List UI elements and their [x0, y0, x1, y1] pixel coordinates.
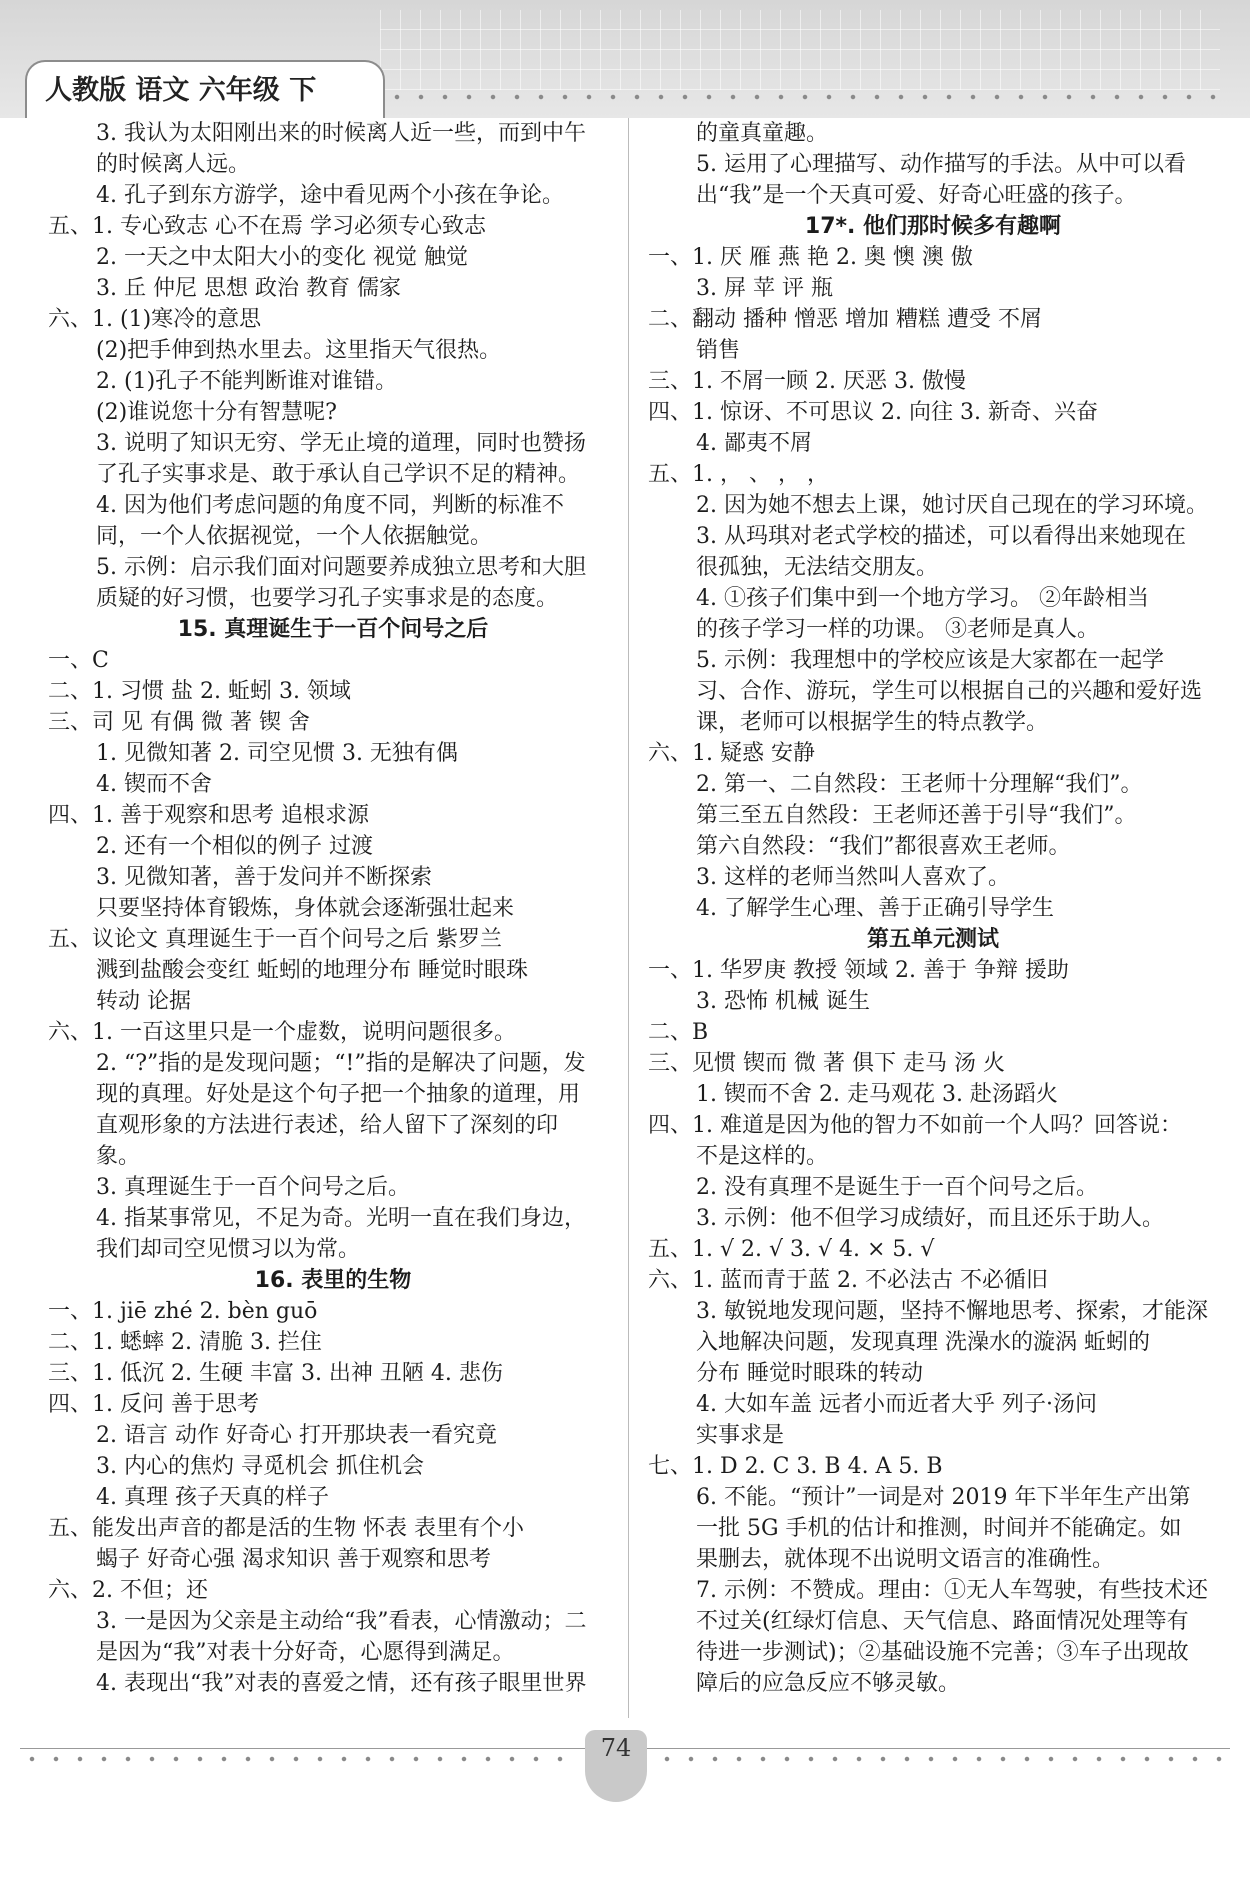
answer-line: 质疑的好习惯，也要学习孔子实事求是的态度。 — [96, 586, 559, 611]
answer-line: 3. 示例：他不但学习成绩好，而且还乐于助人。 — [696, 1206, 1164, 1231]
answer-line: 2. 因为她不想去上课，她讨厌自己现在的学习环境。 — [696, 493, 1208, 518]
answer-line: 现的真理。好处是这个句子把一个抽象的道理，用 — [96, 1082, 581, 1107]
answer-line: 我们却司空见惯习以为常。 — [96, 1237, 361, 1262]
answer-line: 第六自然段：“我们”都很喜欢王老师。 — [696, 834, 1071, 859]
answer-line: 了孔子实事求是、敢于承认自己学识不足的精神。 — [96, 462, 581, 487]
answer-line: 只要坚持体育锻炼，身体就会逐渐强壮起来 — [96, 896, 515, 921]
answer-line: 3. 屏 苹 评 瓶 — [696, 276, 833, 301]
answer-line: 同，一个人依据视觉，一个人依据触觉。 — [96, 524, 493, 549]
answer-line: 2. “?”指的是发现问题；“!”指的是解决了问题，发 — [96, 1051, 586, 1076]
answer-line: 六、1. 蓝而青于蓝 2. 不必法古 不必循旧 — [648, 1268, 1048, 1293]
answer-line: 3. 我认为太阳刚出来的时候离人近一些，而到中午 — [96, 121, 586, 146]
answer-line: (2)把手伸到热水里去。这里指天气很热。 — [96, 338, 502, 363]
left-column — [48, 118, 618, 1699]
answer-line: 5. 运用了心理描写、动作描写的手法。从中可以看 — [696, 152, 1186, 177]
answer-line: 分布 睡觉时眼珠的转动 — [696, 1361, 923, 1386]
answer-line: 课，老师可以根据学生的特点教学。 — [696, 710, 1049, 735]
answer-line: 3. 丘 仲尼 思想 政治 教育 儒家 — [96, 276, 401, 301]
answer-line: 五、能发出声音的都是活的生物 怀表 表里有个小 — [48, 1516, 524, 1541]
section-heading: 17*. 他们那时候多有趣啊 — [804, 214, 1062, 239]
column-divider — [628, 118, 629, 1718]
answer-line: 3. 从玛琪对老式学校的描述，可以看得出来她现在 — [696, 524, 1186, 549]
book-label: 人教版 语文 六年级 下 — [25, 60, 385, 118]
answer-line: 五、1. √ 2. √ 3. √ 4. × 5. √ — [648, 1237, 935, 1262]
answer-line: 一、1. 华罗庚 教授 领域 2. 善于 争辩 援助 — [648, 958, 1069, 983]
header-dotted-rule — [385, 94, 1225, 100]
answer-line: 3. 说明了知识无穷、学无止境的道理，同时也赞扬 — [96, 431, 586, 456]
answer-line: 4. 孔子到东方游学，途中看见两个小孩在争论。 — [96, 183, 564, 208]
answer-line: 1. 见微知著 2. 司空见惯 3. 无独有偶 — [96, 741, 458, 766]
answer-line: 2. 一天之中太阳大小的变化 视觉 触觉 — [96, 245, 468, 270]
answer-line: 二、1. 蟋蟀 2. 清脆 3. 拦住 — [48, 1330, 322, 1355]
answer-line: 四、1. 惊讶、不可思议 2. 向往 3. 新奇、兴奋 — [648, 400, 1098, 425]
answer-line: 入地解决问题，发现真理 洗澡水的漩涡 蚯蚓的 — [696, 1330, 1150, 1355]
answer-line: 一批 5G 手机的估计和推测，时间并不能确定。如 — [696, 1516, 1182, 1541]
answer-line: (2)谁说您十分有智慧呢? — [96, 400, 337, 425]
answer-line: 2. 语言 动作 好奇心 打开那块表一看究竟 — [96, 1423, 497, 1448]
answer-line: 4. 因为他们考虑问题的角度不同，判断的标准不 — [96, 493, 564, 518]
answer-line: 六、1. (1)寒冷的意思 — [48, 307, 262, 332]
answer-line: 障后的应急反应不够灵敏。 — [696, 1671, 961, 1696]
answer-line: 三、见惯 锲而 微 著 俱下 走马 汤 火 — [648, 1051, 1005, 1076]
answer-line: 3. 内心的焦灼 寻觅机会 抓住机会 — [96, 1454, 424, 1479]
footer-dotted-rule-right — [655, 1756, 1225, 1762]
answer-line: 2. 第一、二自然段：王老师十分理解“我们”。 — [696, 772, 1143, 797]
answer-line: 4. 指某事常见，不足为奇。光明一直在我们身边， — [96, 1206, 586, 1231]
answer-line: 是因为“我”对表十分好奇，心愿得到满足。 — [96, 1640, 515, 1665]
answer-line: 4. ①孩子们集中到一个地方学习。 ②年龄相当 — [696, 586, 1149, 611]
answer-line: 果删去，就体现不出说明文语言的准确性。 — [696, 1547, 1115, 1572]
answer-line: 四、1. 善于观察和思考 追根求源 — [48, 803, 369, 828]
answer-line: 一、1. jiē zhé 2. bèn guō — [48, 1299, 318, 1324]
answer-line: 2. 还有一个相似的例子 过渡 — [96, 834, 373, 859]
answer-line: 4. 锲而不舍 — [96, 772, 212, 797]
answer-line: 2. 没有真理不是诞生于一百个问号之后。 — [696, 1175, 1098, 1200]
answer-line: 3. 恐怖 机械 诞生 — [696, 989, 870, 1014]
answer-line: 4. 真理 孩子天真的样子 — [96, 1485, 329, 1510]
right-column — [648, 118, 1218, 1699]
answer-line: 二、翻动 播种 憎恶 增加 糟糕 遭受 不屑 — [648, 307, 1042, 332]
answer-line: 1. 锲而不舍 2. 走马观花 3. 赴汤蹈火 — [696, 1082, 1058, 1107]
answer-line: 3. 敏锐地发现问题，坚持不懈地思考、探索，才能深 — [696, 1299, 1208, 1324]
answer-line: 蝎子 好奇心强 渴求知识 善于观察和思考 — [96, 1547, 491, 1572]
answer-line: 一、C — [48, 648, 109, 673]
answer-line: 6. 不能。“预计”一词是对 2019 年下半年生产出第 — [696, 1485, 1191, 1510]
answer-line: 实事求是 — [696, 1423, 785, 1448]
answer-line: 不过关(红绿灯信息、天气信息、路面情况处理等有 — [696, 1609, 1189, 1634]
answer-line: 待进一步测试)；②基础设施不完善；③车子出现故 — [696, 1640, 1189, 1665]
answer-line: 5. 示例：我理想中的学校应该是大家都在一起学 — [696, 648, 1164, 673]
answer-line: 4. 了解学生心理、善于正确引导学生 — [696, 896, 1054, 921]
answer-line: 出“我”是一个天真可爱、好奇心旺盛的孩子。 — [696, 183, 1137, 208]
answer-line: 习、合作、游玩，学生可以根据自己的兴趣和爱好选 — [696, 679, 1203, 704]
answer-line: 销售 — [696, 338, 741, 363]
answer-line: 不是这样的。 — [696, 1144, 829, 1169]
answer-line: 六、2. 不但；还 — [48, 1578, 208, 1603]
answer-line: 第三至五自然段：王老师还善于引导“我们”。 — [696, 803, 1137, 828]
answer-line: 的童真童趣。 — [696, 121, 829, 146]
answer-line: 直观形象的方法进行表述，给人留下了深刻的印 — [96, 1113, 559, 1138]
answer-line: 转动 论据 — [96, 989, 191, 1014]
footer-dotted-rule-left — [20, 1756, 580, 1762]
answer-line: 的孩子学习一样的功课。 ③老师是真人。 — [696, 617, 1099, 642]
answer-line: 4. 鄙夷不屑 — [696, 431, 812, 456]
answer-line: 四、1. 反问 善于思考 — [48, 1392, 259, 1417]
answer-line: 六、1. 一百这里只是一个虚数，说明问题很多。 — [48, 1020, 516, 1045]
answer-line: 三、1. 不屑一顾 2. 厌恶 3. 傲慢 — [648, 369, 966, 394]
answer-line: 五、1. 专心致志 心不在焉 学习必须专心致志 — [48, 214, 486, 239]
answer-line: 二、1. 习惯 盐 2. 蚯蚓 3. 领域 — [48, 679, 351, 704]
answer-line: 三、1. 低沉 2. 生硬 丰富 3. 出神 丑陋 4. 悲伤 — [48, 1361, 503, 1386]
answer-line: 四、1. 难道是因为他的智力不如前一个人吗？回答说： — [648, 1113, 1182, 1138]
answer-line: 五、议论文 真理诞生于一百个问号之后 紫罗兰 — [48, 927, 502, 952]
answer-line: 六、1. 疑惑 安静 — [648, 741, 815, 766]
answer-line: 象。 — [96, 1144, 141, 1169]
answer-line: 3. 真理诞生于一百个问号之后。 — [96, 1175, 410, 1200]
answer-line: 7. 示例：不赞成。理由：①无人车驾驶，有些技术还 — [696, 1578, 1208, 1603]
answer-line: 一、1. 厌 雁 燕 艳 2. 奥 懊 澳 傲 — [648, 245, 973, 270]
answer-line: 七、1. D 2. C 3. B 4. A 5. B — [648, 1454, 943, 1479]
answer-line: 3. 一是因为父亲是主动给“我”看表，心情激动；二 — [96, 1609, 587, 1634]
answer-line: 3. 这样的老师当然叫人喜欢了。 — [696, 865, 1010, 890]
answer-line: 二、B — [648, 1020, 709, 1045]
section-heading: 15. 真理诞生于一百个问号之后 — [177, 617, 489, 642]
answer-line: 五、1. ， 、 ， ， — [648, 462, 829, 487]
answer-line: 溅到盐酸会变红 蚯蚓的地理分布 睡觉时眼珠 — [96, 958, 528, 983]
section-heading: 第五单元测试 — [866, 927, 999, 952]
answer-line: 2. (1)孔子不能判断谁对谁错。 — [96, 369, 398, 394]
page-number: 74 — [600, 1734, 632, 1762]
answer-line: 4. 大如车盖 远者小而近者大乎 列子·汤问 — [696, 1392, 1097, 1417]
section-heading: 16. 表里的生物 — [254, 1268, 412, 1293]
answer-line: 很孤独，无法结交朋友。 — [696, 555, 939, 580]
answer-line: 3. 见微知著，善于发问并不断探索 — [96, 865, 432, 890]
answer-line: 4. 表现出“我”对表的喜爱之情，还有孩子眼里世界 — [96, 1671, 587, 1696]
header-grid-pattern — [380, 10, 1220, 90]
answer-line: 5. 示例：启示我们面对问题要养成独立思考和大胆 — [96, 555, 586, 580]
answer-line: 三、司 见 有偶 微 著 锲 舍 — [48, 710, 310, 735]
answer-line: 的时候离人远。 — [96, 152, 251, 177]
